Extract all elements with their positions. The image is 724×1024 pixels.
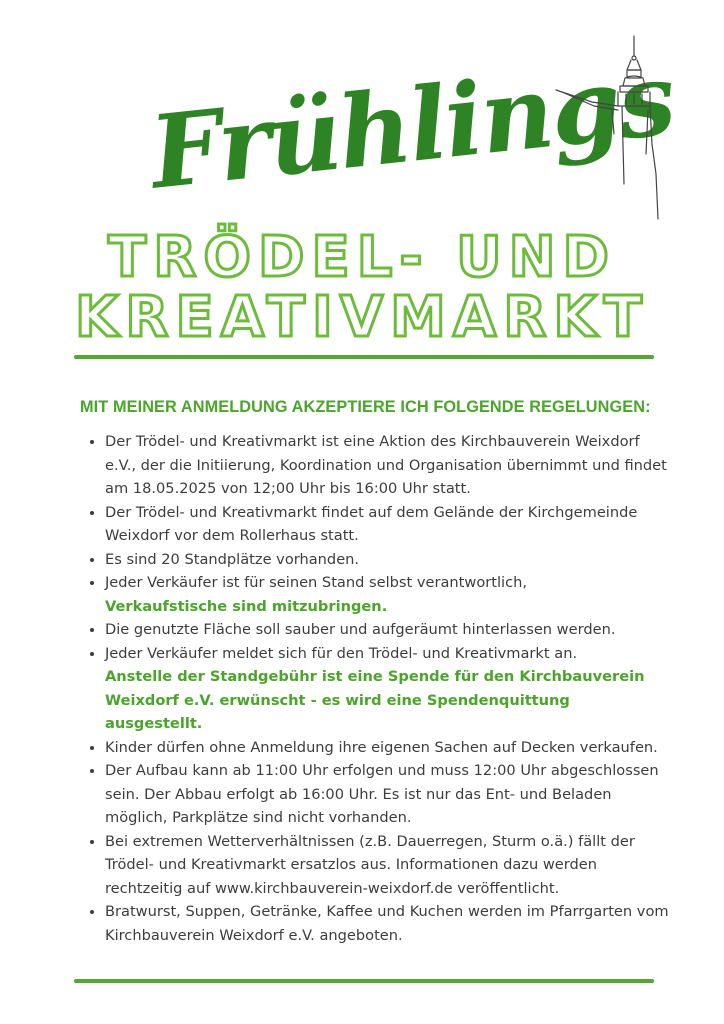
bottom-divider — [74, 979, 654, 983]
title-line-2: KREATIVMARKT — [75, 285, 649, 350]
item-text: Der Trödel- und Kreativmarkt findet auf dem Gelände der Kirchgemeinde Weixdorf vor dem Rollerhaus statt. — [105, 503, 638, 544]
top-divider — [74, 355, 654, 359]
list-item — [105, 736, 671, 760]
item-text: Bratwurst, Suppen, Getränke, Kaffee und Kuchen werden im Pfarrgarten vom Kirchbauverein Weixdorf e.V. angeboten. — [105, 903, 669, 944]
list-item — [105, 571, 671, 618]
item-text: Kinder dürfen ohne Anmeldung ihre eigenen Sachen auf Decken verkaufen. — [105, 738, 658, 756]
item-text: Es sind 20 Standplätze vorhanden. — [105, 550, 360, 568]
list-item — [105, 642, 671, 736]
script-title: Frühlings — [145, 39, 679, 212]
item-text: Der Aufbau kann ab 11:00 Uhr erfolgen und muss 12:00 Uhr abgeschlossen sein. Der Abbau erfolgt ab 16:00 Uhr. Es ist nur das Ent- und Beladen möglich, Parkplätze sind nicht vorhanden. — [105, 762, 659, 826]
item-highlight: Anstelle der Standgebühr ist eine Spende für den Kirchbauverein Weixdorf e.V. erwünscht - es wird eine Spendenquittung ausgestellt. — [105, 668, 645, 732]
list-item — [105, 830, 671, 901]
rules-list — [86, 430, 671, 947]
item-text: Die genutzte Fläche soll sauber und aufgeräumt hinterlassen werden. — [105, 621, 616, 638]
list-item — [105, 430, 671, 501]
church-tower-icon — [552, 34, 672, 222]
list-item — [105, 759, 671, 830]
section-heading: MIT MEINER ANMELDUNG AKZEPTIERE ICH FOLGENDE REGELUNGEN: — [80, 398, 651, 416]
item-text: Bei extremen Wetterverhältnissen (z.B. Dauerregen, Sturm o.ä.) fällt der Trödel- und Kreativmarkt ersatzlos aus. Informationen dazu werden rechtzeitig auf www.kirchbauverein-weixdorf.de veröffentlicht. — [105, 832, 635, 897]
list-item — [105, 501, 671, 548]
item-text: Der Trödel- und Kreativmarkt ist eine Aktion des Kirchbauverein Weixdorf e.V., der die Initiierung, Koordination und Organisation übernimmt und findet am 18.05.2025 von 12;00 Uhr bis 16:00 Uhr statt. — [105, 433, 667, 497]
list-item — [105, 548, 671, 572]
title-line-1: TRÖDEL- UND — [108, 225, 616, 290]
item-text: Jeder Verkäufer ist für seinen Stand selbst verantwortlich, — [105, 574, 528, 591]
item-text: Jeder Verkäufer meldet sich für den Trödel- und Kreativmarkt an. — [105, 644, 578, 662]
list-item — [105, 618, 671, 642]
list-item — [105, 900, 671, 947]
item-highlight: Verkaufstische sind mitzubringen. — [105, 597, 388, 615]
